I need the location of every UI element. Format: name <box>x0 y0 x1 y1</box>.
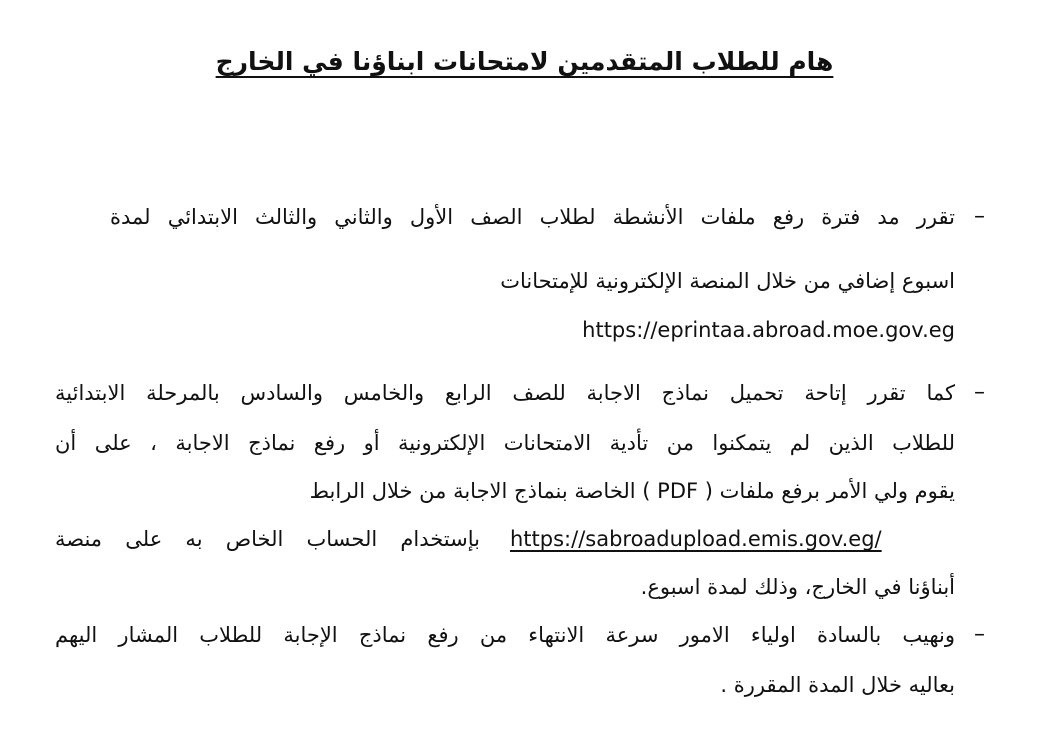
paragraph-3-line-2: بعاليه خلال المدة المقررة . <box>720 673 955 697</box>
paragraph-2-line-5: أبناؤنا في الخارج، وذلك لمدة اسبوع. <box>640 575 955 599</box>
bullet-3: – <box>974 622 985 647</box>
paragraph-1-line-1: تقرر مد فترة رفع ملفات الأنشطة لطلاب الصف الأول والثاني والثالث الابتدائي لمدة <box>110 205 955 229</box>
paragraph-2-line-3: يقوم ولي الأمر برفع ملفات ( PDF ) الخاصة بنماذج الاجابة من خلال الرابط <box>309 479 955 503</box>
paragraph-2-line-2: للطلاب الذين لم يتمكنوا من تأدية الامتحانات الإلكترونية أو رفع نماذج الاجابة ، على أن <box>55 431 955 455</box>
eprintaa-link[interactable]: https://eprintaa.abroad.moe.gov.eg <box>582 318 955 342</box>
bullet-2: – <box>974 380 985 405</box>
title-text: هام للطلاب المتقدمين لامتحانات ابناؤنا في الخارج <box>215 47 834 76</box>
paragraph-2-line-1: كما تقرر إتاحة تحميل نماذج الاجابة للصف الرابع والخامس والسادس بالمرحلة الابتدائية <box>55 381 955 405</box>
sabroadupload-link[interactable]: https://sabroadupload.emis.gov.eg/ <box>510 527 882 551</box>
document-title <box>0 42 1049 82</box>
bullet-1: – <box>974 204 985 229</box>
paragraph-3-line-1: ونهيب بالسادة اولياء الامور سرعة الانتهاء من رفع نماذج الإجابة للطلاب المشار اليهم <box>55 623 955 647</box>
paragraph-1-line-2: اسبوع إضافي من خلال المنصة الإلكترونية للإمتحانات <box>500 269 955 293</box>
paragraph-2-line-4: بإستخدام الحساب الخاص به على منصة <box>55 527 480 551</box>
